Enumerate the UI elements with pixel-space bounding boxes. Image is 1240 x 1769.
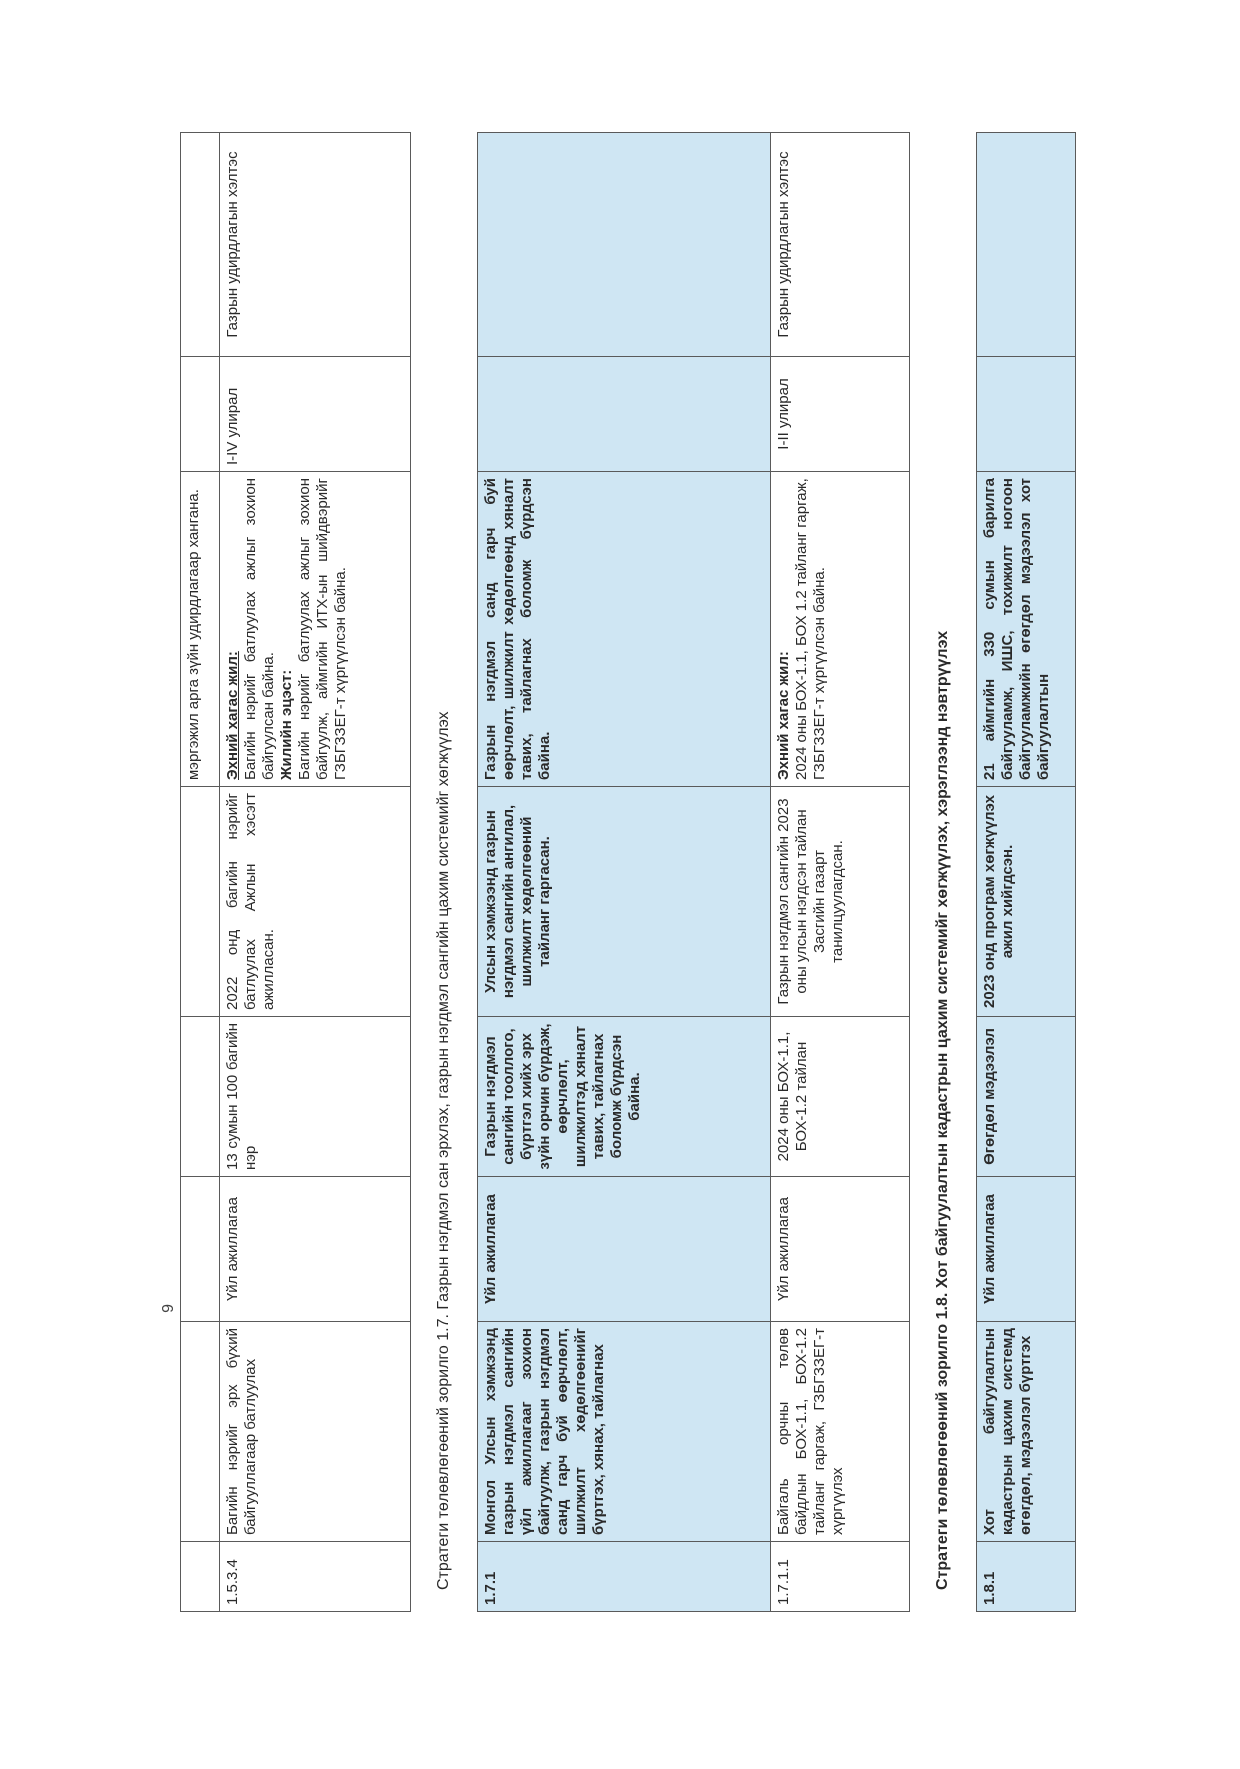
final-heading: Жилийн эцэст: <box>278 669 295 780</box>
row-baseline: 2022 онд багийн нэрийг батлуулах Ажлын хэсэгт ажилласан. <box>220 786 410 1016</box>
row-responsible: Газрын удирдлагын хэлтэс <box>224 151 241 338</box>
table-row-1711 <box>771 132 910 1612</box>
row-baseline: Газрын нэгдмэл сангийн 2023 оны улсын нэгдсэн тайлан Засгийн газарт танилцуулагдсан. <box>771 786 909 1016</box>
target-heading: Эхний хагас жил: <box>224 651 241 780</box>
row-activity: Багийн нэрийг эрх бүхий байгууллагаар батлуулах <box>220 1321 410 1541</box>
row-period <box>977 356 1075 471</box>
row-type: Үйл ажиллагаа <box>478 1176 770 1321</box>
row-baseline: 2023 онд програм хөгжүүлэх ажил хийгдсэн. <box>977 786 1075 1016</box>
row-baseline: Улсын хэмжээнд газрын нэгдмэл сангийн ангилал, шилжилт хөдөлгөөний тайланг гаргасан. <box>478 786 770 1016</box>
row-type: Үйл ажиллагаа <box>771 1176 909 1321</box>
row-period <box>478 356 770 471</box>
row-indicator: 2024 оны БОХ-1.1, БОХ-1.2 тайлан <box>771 1016 909 1176</box>
row-code: 1.7.1 <box>478 1541 770 1611</box>
row-indicator: 13 сумын 100 багийн нэр <box>220 1016 410 1176</box>
row-period: I-II улирал <box>771 356 909 471</box>
rotated-page <box>160 132 1138 1612</box>
row-code: 1.7.1.1 <box>771 1541 909 1611</box>
row-activity: Хот байгуулалтын кадастрын цахим системд өгөгдөл, мэдээлэл бүртгэх <box>977 1321 1075 1541</box>
row-target: Газрын нэгдмэл санд гарч буй өөрчлөлт, шилжилт хөдөлгөөнд хяналт тавих, тайлагнах боломж бүрдсэн байна. <box>478 471 770 786</box>
row-code: 1.8.1 <box>977 1541 1075 1611</box>
target-text: 2024 оны БОХ-1.1, БОХ 1.2 тайланг гаргаж, ГЗБГЗЗЕГ-т хүргүүлсэн байна. <box>793 478 828 780</box>
continuation-row <box>180 132 219 1612</box>
goal-heading-1-7: Стратеги төлөвлөгөөний зорилго 1.7. Газрын нэгдмэл сан эрхлэх, газрын нэгдмэл сангийн цахим системийг хөгжүүлэх <box>435 711 452 1590</box>
row-target <box>771 471 909 786</box>
table-row-1534 <box>219 132 411 1612</box>
target-heading: Эхний хагас жил: <box>775 651 792 780</box>
row-activity: Монгол Улсын хэмжээнд газрын нэгдмэл сангийн үйл ажиллагааг зохион байгуулж, газрын нэгдмэл санд гарч буй өөрчлөлт, шилжилт хөдөлгөөнийг бүртгэх, хянах, тайлагнах <box>478 1321 770 1541</box>
row-type: Үйл ажиллагаа <box>977 1176 1075 1321</box>
row-indicator: Газрын нэгдмэл сангийн тооллого, бүртгэл хийх эрх зүйн орчин бүрдэж, өөрчлөлт, шилжилтэд хяналт тавих, тайлагнах боломж бүрдсэн байна. <box>478 1016 770 1176</box>
row-target <box>220 471 410 786</box>
row-code: 1.5.3.4 <box>220 1541 410 1611</box>
target-text: Багийн нэрийг батлуулах ажлыг зохион байгуулсан байна. <box>242 478 277 780</box>
row-indicator: Өгөгдөл мэдээлэл <box>977 1016 1075 1176</box>
continuation-criteria: мэргэжил арга зүйн удирдлагаар хангана. <box>181 471 219 786</box>
table-row-171 <box>477 132 771 1612</box>
row-responsible <box>977 133 1075 356</box>
row-responsible: Газрын удирдлагын хэлтэс <box>775 151 792 338</box>
row-period: I-IV улирал <box>220 356 410 471</box>
row-target: 21 аймгийн 330 сумын барилга байгууламж, ИШС, тохижилт ногоон байгууламжийн өгөгдөл мэдээлэл хот байгуулалтын <box>977 471 1075 786</box>
row-responsible <box>478 133 770 356</box>
table-row-181 <box>976 132 1076 1612</box>
row-activity: Байгаль орчны төлөв байдлын БОХ-1.1, БОХ-1.2 тайланг гаргаж, ГЗБГЗЗЕГ-т хүргүүлэх <box>771 1321 909 1541</box>
row-type: Үйл ажиллагаа <box>220 1176 410 1321</box>
goal-heading-1-8: Стратеги төлөвлөгөөний зорилго 1.8. Хот байгуулалтын кадастрын цахим системийг хөгжүүлэх, хэрэглээнд нэвтрүүлэх <box>934 630 951 1590</box>
page-number: 9 <box>160 1304 177 1313</box>
final-text: Багийн нэрийг батлуулах ажлыг зохион байгуулж, аймгийн ИТХ-ын шийдвэрийг ГЗБГЗЗЕГ-т хүргүүлсэн байна. <box>296 478 349 780</box>
